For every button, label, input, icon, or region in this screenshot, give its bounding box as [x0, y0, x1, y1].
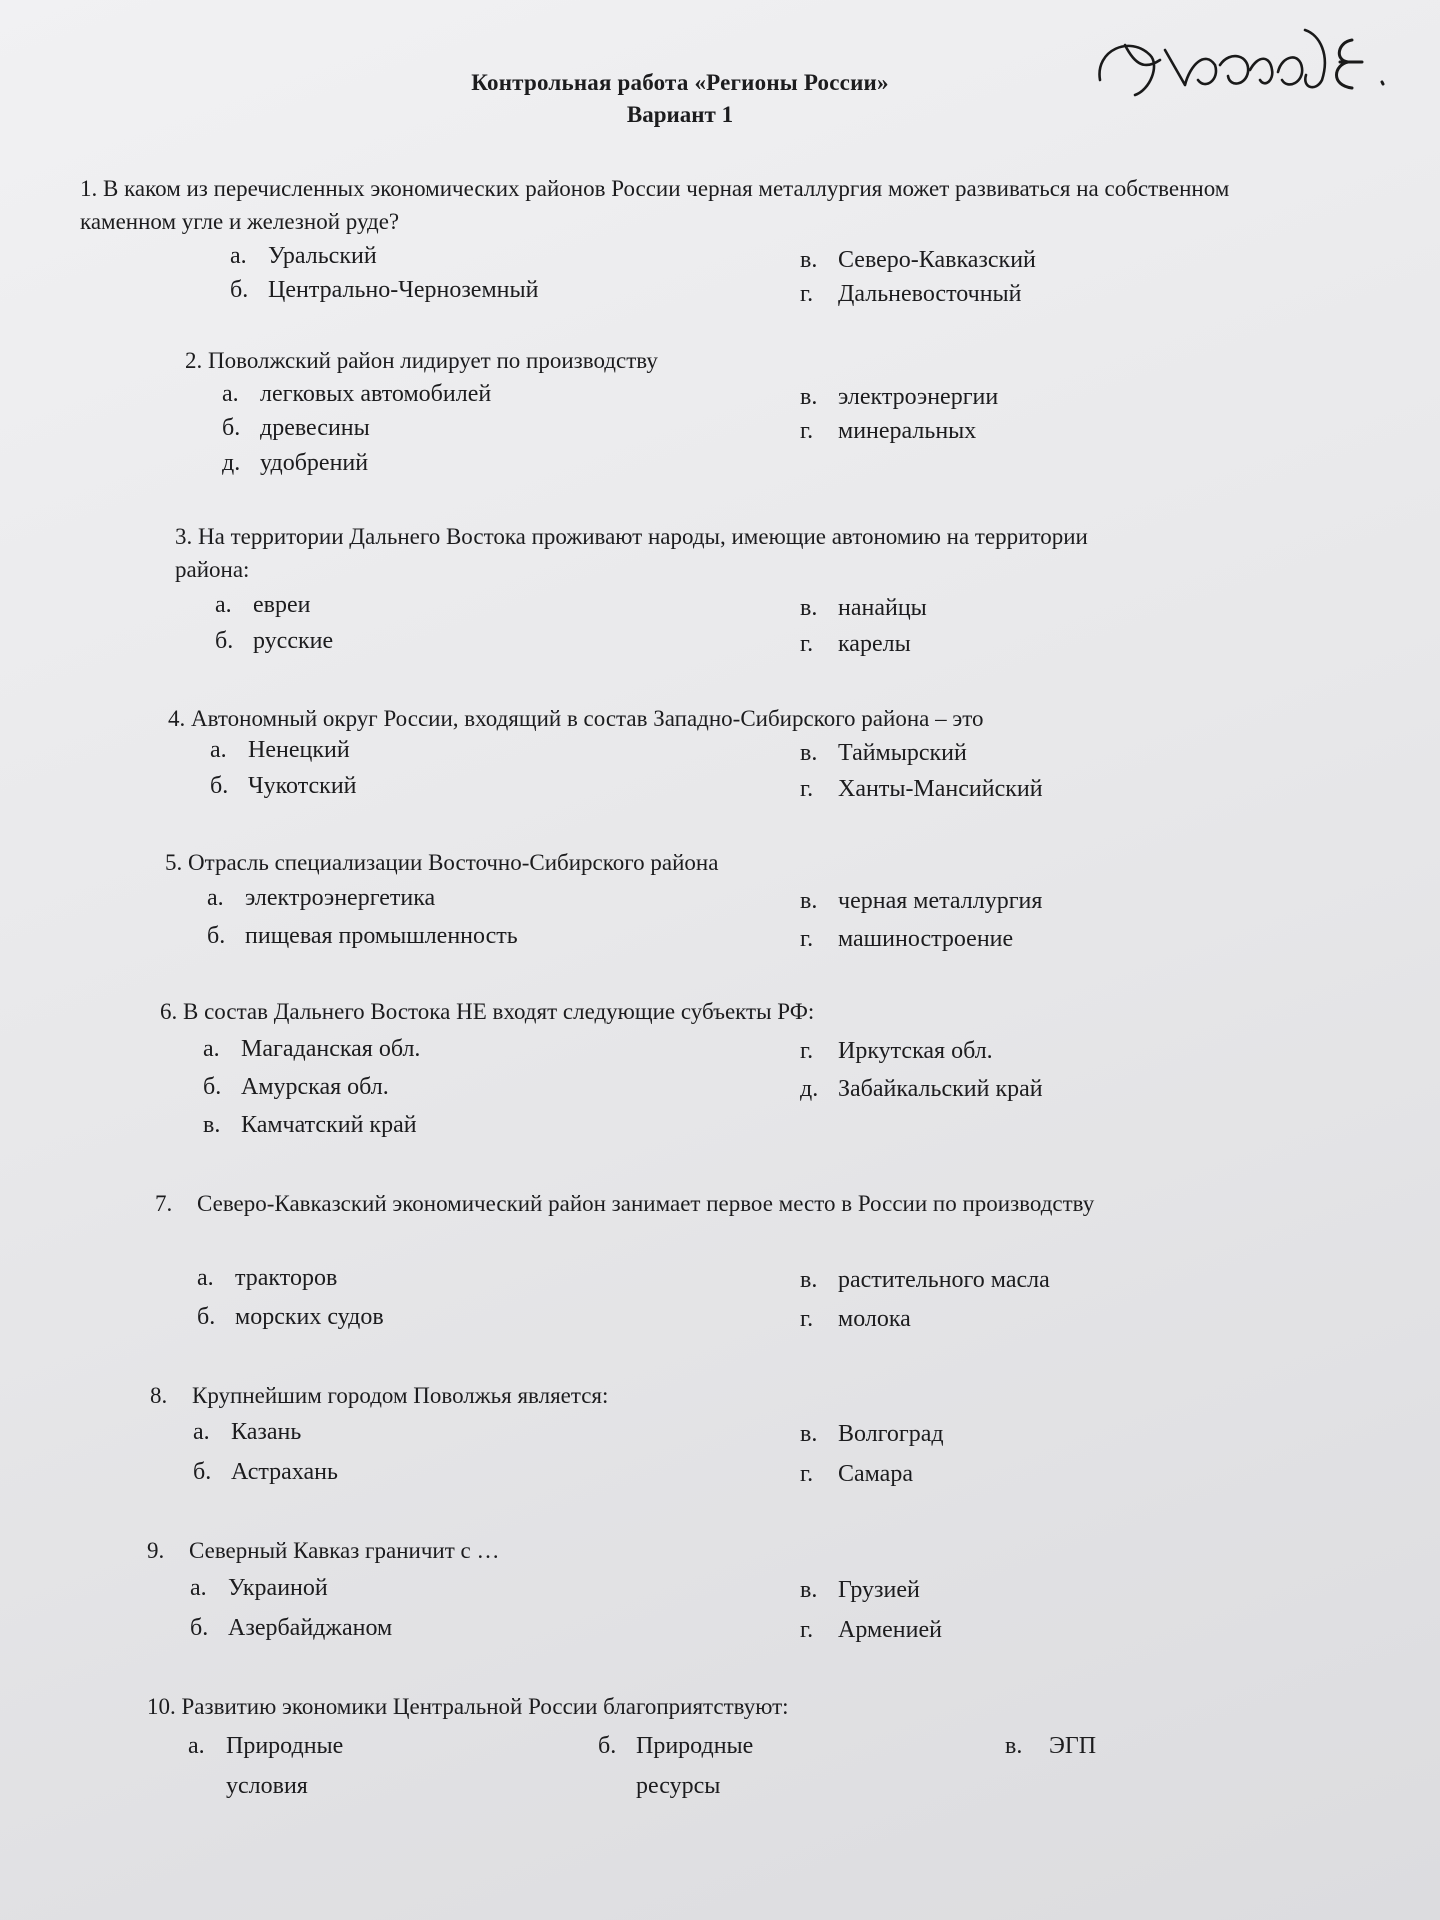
option: а. Уральский: [230, 243, 377, 269]
question-2: [185, 344, 1185, 377]
question-text: 6. В состав Дальнего Востока НЕ входят следующие субъекты РФ:: [160, 999, 815, 1024]
question-8: [150, 1379, 1150, 1412]
question-5: [165, 846, 1265, 879]
option: б. Природные ресурсы: [598, 1733, 754, 1799]
option: в. Камчатский край: [203, 1112, 417, 1138]
option: б. Азербайджаном: [190, 1615, 393, 1641]
question-text: 4. Автономный округ России, входящий в состав Западно-Сибирского района – это: [168, 706, 984, 731]
option: г. Самара: [800, 1461, 913, 1487]
variant-label: Вариант 1: [626, 102, 734, 127]
question-7: [155, 1185, 1155, 1222]
question-text: 2. Поволжский район лидирует по производству: [185, 348, 658, 373]
option: г. минеральных: [800, 418, 977, 444]
option: г. карелы: [800, 631, 911, 657]
option: а. Ненецкий: [210, 737, 350, 763]
question-6: [160, 995, 1260, 1028]
option: а. электроэнергетика: [207, 885, 436, 911]
option: в. электроэнергии: [800, 384, 999, 410]
option: д. удобрений: [222, 450, 369, 476]
option: д. Забайкальский край: [800, 1076, 1043, 1102]
question-text: 9. Северный Кавказ граничит с …: [147, 1538, 500, 1563]
page-title: Контрольная работа «Регионы России»: [471, 70, 889, 95]
option: в. Грузией: [800, 1577, 920, 1603]
option: г. Ханты-Мансийский: [800, 776, 1043, 802]
option: б. русские: [215, 628, 334, 654]
question-3: [175, 520, 1165, 586]
question-text: 8. Крупнейшим городом Поволжья является:: [150, 1383, 609, 1408]
option: в. нанайцы: [800, 595, 927, 621]
option: в. Таймырский: [800, 740, 967, 766]
option: а. Природные условия: [188, 1733, 344, 1799]
option: б. Центрально-Черноземный: [230, 277, 539, 303]
question-1: [80, 172, 1260, 238]
question-text: 10. Развитию экономики Центральной России благоприятствуют:: [147, 1694, 789, 1719]
option: а. Магаданская обл.: [203, 1036, 421, 1062]
option: а. Казань: [193, 1419, 302, 1445]
option: в. Северо-Кавказский: [800, 247, 1036, 273]
option: в. ЭГП: [1005, 1733, 1097, 1759]
question-9: [147, 1534, 1147, 1567]
option: в. растительного масла: [800, 1267, 1050, 1293]
option: б. Астрахань: [193, 1459, 338, 1485]
question-text: 7. Северо-Кавказский экономический район занимает первое место в России по производству: [155, 1191, 1095, 1216]
option: г. молока: [800, 1306, 911, 1332]
option: г. Иркутская обл.: [800, 1038, 993, 1064]
question-text: 3. На территории Дальнего Востока проживают народы, имеющие автономию на территории района:: [175, 524, 1088, 582]
option: а. тракторов: [197, 1265, 338, 1291]
option: а. легковых автомобилей: [222, 381, 492, 407]
question-4: [168, 702, 1268, 735]
question-text: 5. Отрасль специализации Восточно-Сибирского района: [165, 850, 719, 875]
option: б. морских судов: [197, 1304, 384, 1330]
option: г. Дальневосточный: [800, 281, 1022, 307]
option: б. Амурская обл.: [203, 1074, 389, 1100]
option: г. машиностроение: [800, 926, 1014, 952]
option: в. черная металлургия: [800, 888, 1043, 914]
option: б. древесины: [222, 415, 370, 441]
option: а. евреи: [215, 592, 311, 618]
question-10: [147, 1690, 1247, 1723]
option: б. Чукотский: [210, 773, 357, 799]
question-text: 1. В каком из перечисленных экономических районов России черная металлургия может развиваться на собственном каменном угле и железной руде?: [80, 176, 1230, 234]
option: в. Волгоград: [800, 1421, 944, 1447]
option: г. Арменией: [800, 1617, 942, 1643]
option: б. пищевая промышленность: [207, 923, 518, 949]
option: а. Украиной: [190, 1575, 328, 1601]
